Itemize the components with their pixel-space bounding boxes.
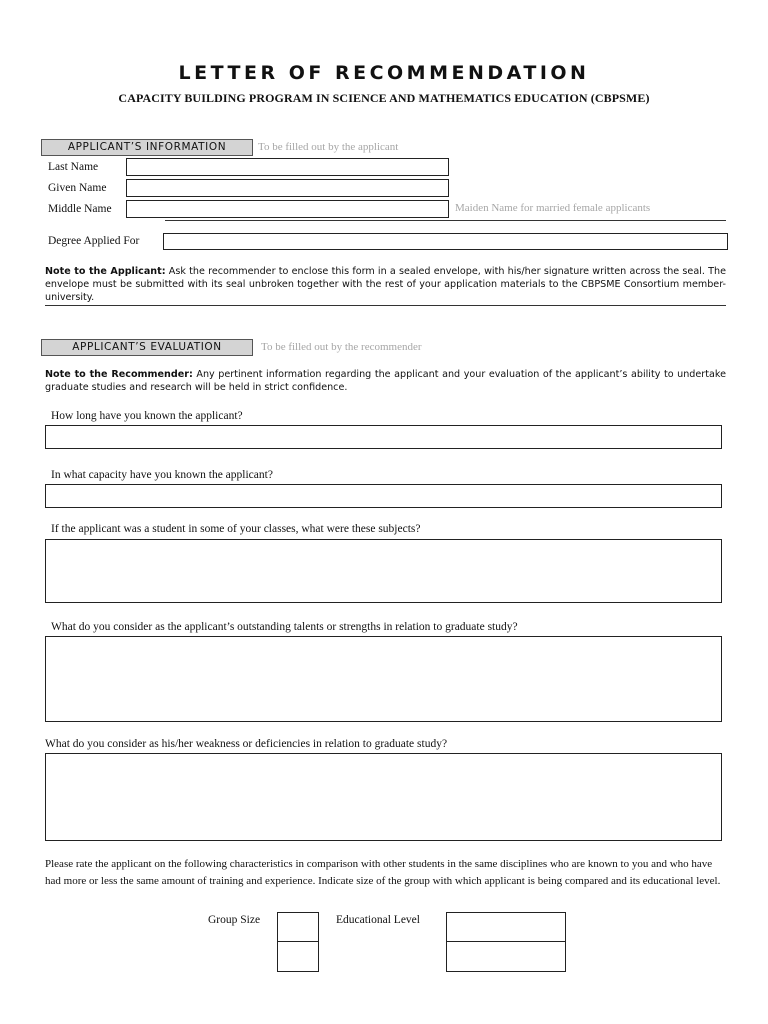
last-name-label: Last Name xyxy=(48,161,99,173)
divider xyxy=(165,220,726,221)
middle-name-field[interactable] xyxy=(126,200,449,218)
applicant-note-text: Ask the recommender to enclose this form in a sealed envelope, with his/her signature written across the seal. The envelope must be submitted with its seal unbroken together with the rest of your application materials to the CBPSME Consortium member-university. xyxy=(45,266,727,303)
question-capacity: In what capacity have you known the applicant? xyxy=(51,469,273,481)
applicant-info-hint: To be filled out by the applicant xyxy=(258,141,399,153)
weaknesses-field[interactable] xyxy=(45,753,722,841)
degree-label: Degree Applied For xyxy=(48,235,140,247)
recommender-note-text: Any pertinent information regarding the applicant and your evaluation of the applicant’s ability to undertake graduate studies and research will be held in strict confidence. xyxy=(45,369,726,393)
middle-name-hint: Maiden Name for married female applicants xyxy=(455,202,651,214)
applicant-note xyxy=(45,265,726,304)
capacity-field[interactable] xyxy=(45,484,722,508)
subjects-field[interactable] xyxy=(45,539,722,603)
given-name-label: Given Name xyxy=(48,182,107,194)
question-strengths: What do you consider as the applicant’s outstanding talents or strengths in relation to graduate study? xyxy=(51,621,518,633)
page-title: LETTER OF RECOMMENDATION xyxy=(178,62,590,84)
evaluation-header: APPLICANT’S EVALUATION xyxy=(41,339,253,356)
educational-level-cell-bottom[interactable] xyxy=(446,941,566,972)
applicant-note-label: Note to the Applicant: xyxy=(45,266,166,277)
strengths-field[interactable] xyxy=(45,636,722,722)
evaluation-hint: To be filled out by the recommender xyxy=(261,341,422,353)
recommender-note xyxy=(45,368,726,394)
group-size-cell-bottom[interactable] xyxy=(277,941,319,972)
group-size-cell-top[interactable] xyxy=(277,912,319,942)
last-name-field[interactable] xyxy=(126,158,449,176)
page-subtitle: CAPACITY BUILDING PROGRAM IN SCIENCE AND MATHEMATICS EDUCATION (CBPSME) xyxy=(118,91,650,105)
rating-instructions: Please rate the applicant on the following characteristics in comparison with other students in the same disciplines who are known to you and who have had more or less the same amount of training and experience. Indicate size of the group with which applicant is being compared and its educational level. xyxy=(45,858,721,887)
given-name-field[interactable] xyxy=(126,179,449,197)
degree-field[interactable] xyxy=(163,233,728,250)
educational-level-cell-top[interactable] xyxy=(446,912,566,942)
how-long-field[interactable] xyxy=(45,425,722,449)
question-subjects: If the applicant was a student in some of your classes, what were these subjects? xyxy=(51,523,421,535)
applicant-info-header: APPLICANT’S INFORMATION xyxy=(41,139,253,156)
educational-level-label: Educational Level xyxy=(336,914,420,926)
middle-name-label: Middle Name xyxy=(48,203,112,215)
question-how-long: How long have you known the applicant? xyxy=(51,410,243,422)
recommender-note-label: Note to the Recommender: xyxy=(45,369,193,380)
divider xyxy=(45,305,726,306)
group-size-label: Group Size xyxy=(208,914,261,926)
question-weaknesses: What do you consider as his/her weakness or deficiencies in relation to graduate study? xyxy=(45,738,448,750)
